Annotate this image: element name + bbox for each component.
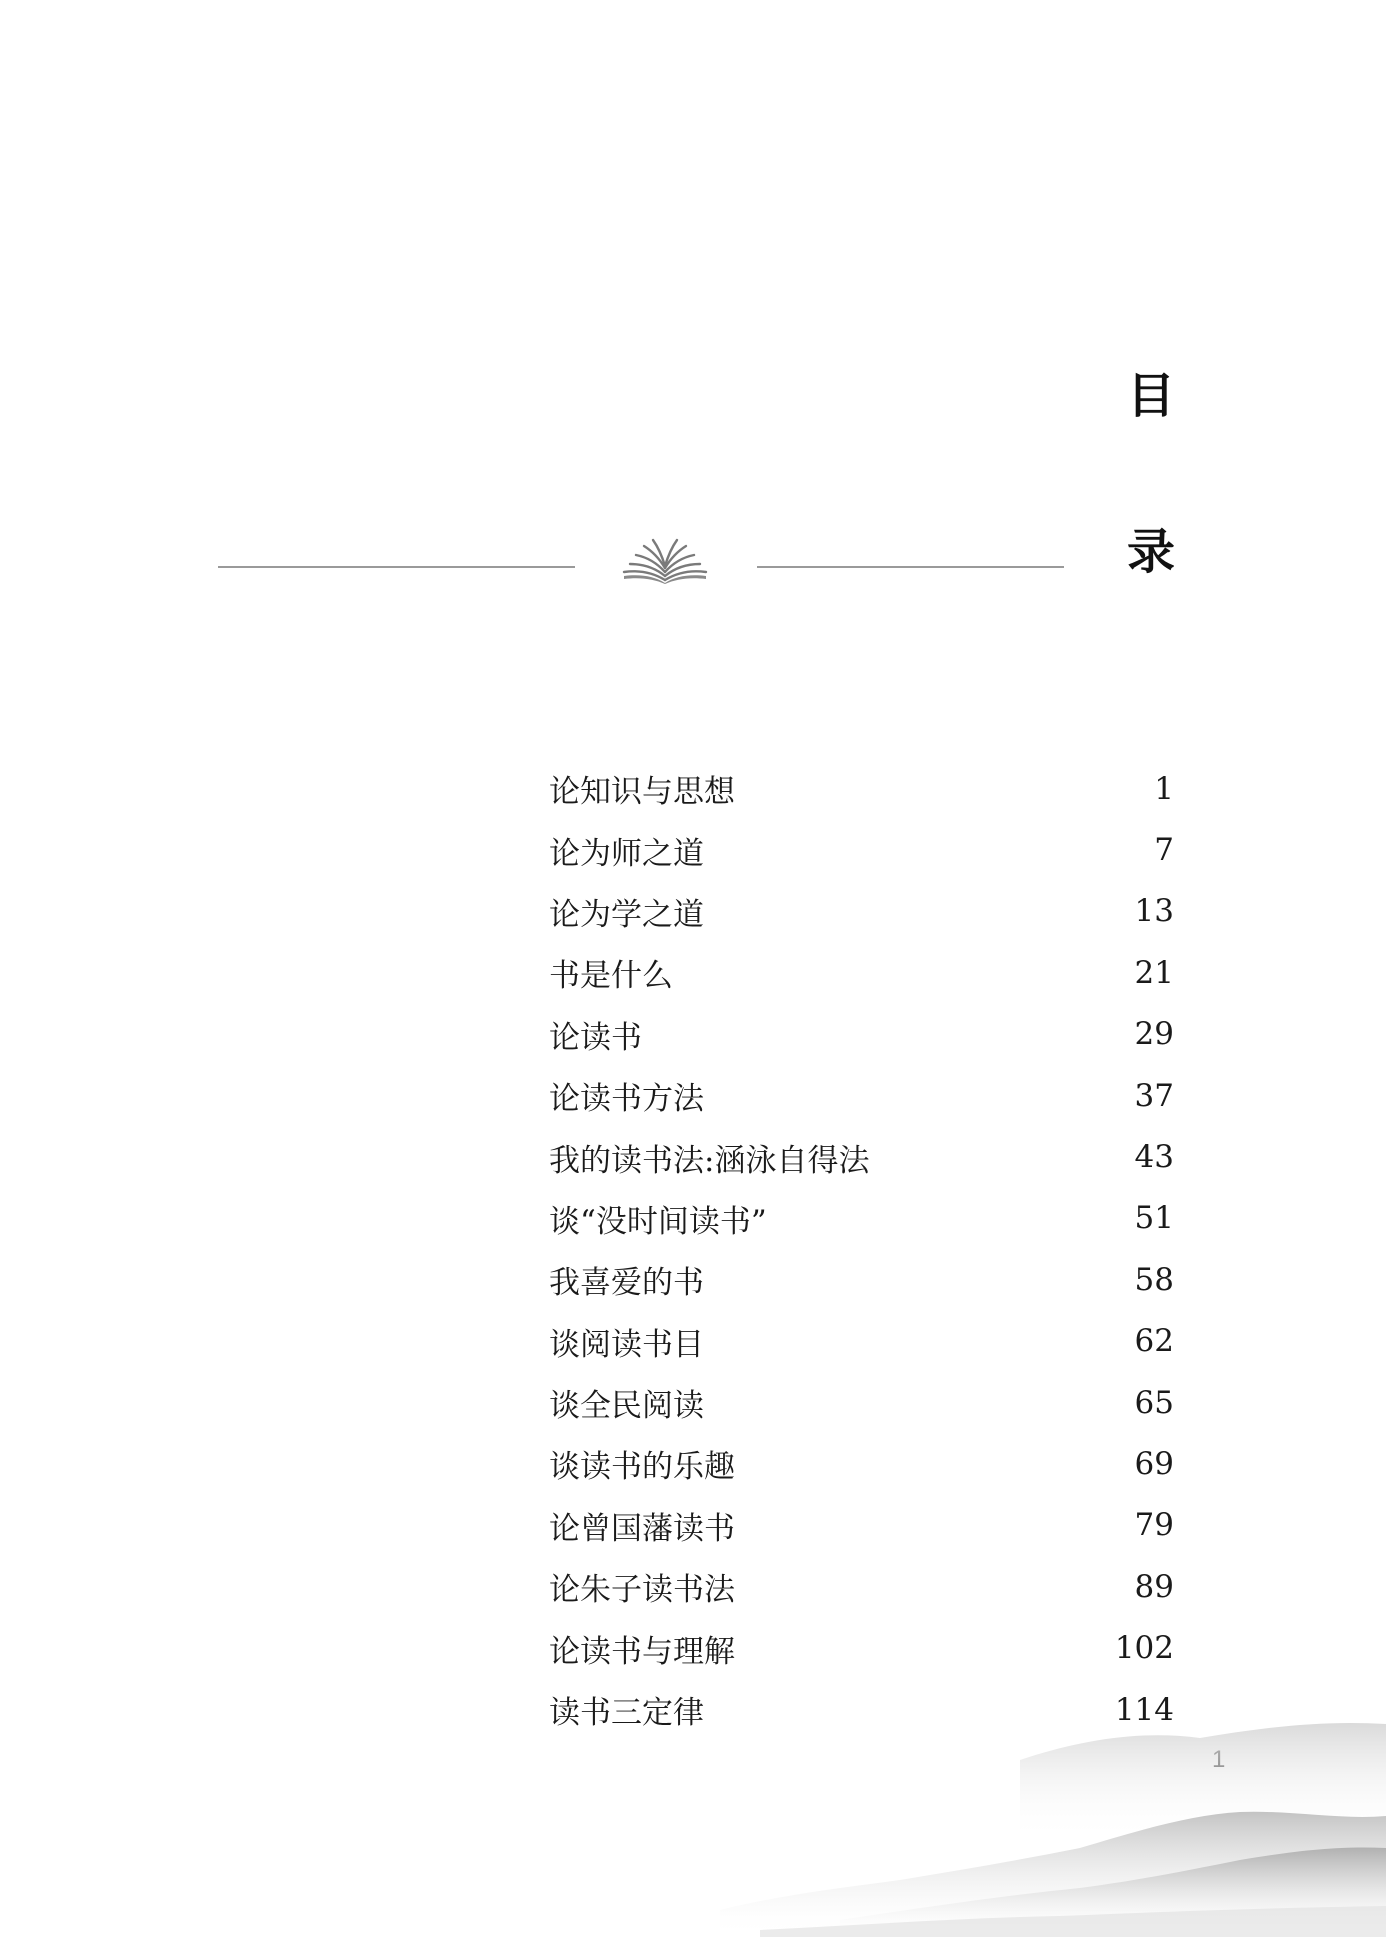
toc-entry	[549, 1004, 1174, 1065]
toc-entry	[549, 1556, 1174, 1617]
open-book-icon	[622, 536, 708, 584]
toc-entry	[549, 1433, 1174, 1494]
toc-entry-page: 1	[1154, 770, 1174, 807]
toc-entry-title: 我喜爱的书	[549, 1265, 704, 1302]
toc-entry-title: 论为学之道	[549, 896, 704, 933]
toc-entry-title: 论为师之道	[549, 835, 704, 872]
toc-entry-title: 论曾国藩读书	[549, 1510, 735, 1547]
toc-entry-title: 谈读书的乐趣	[549, 1449, 735, 1486]
mountain-landscape-decoration	[720, 1720, 1386, 1937]
toc-entry-page: 58	[1134, 1261, 1174, 1298]
table-of-contents	[549, 758, 1174, 1740]
toc-entry-title: 谈“没时间读书”	[549, 1203, 767, 1240]
toc-entry	[549, 1188, 1174, 1249]
toc-entry-title: 论读书与理解	[549, 1633, 735, 1670]
toc-entry	[549, 1065, 1174, 1126]
toc-entry-title: 读书三定律	[549, 1695, 704, 1732]
toc-entry	[549, 758, 1174, 819]
toc-entry-title: 论读书	[549, 1019, 642, 1056]
toc-entry-page: 69	[1134, 1445, 1174, 1482]
toc-entry	[549, 1372, 1174, 1433]
toc-entry-page: 114	[1114, 1691, 1174, 1728]
toc-entry-page: 79	[1134, 1507, 1174, 1544]
heading-char-1: 目	[1127, 368, 1176, 424]
toc-entry-title: 谈阅读书目	[549, 1326, 704, 1363]
toc-entry-title: 论朱子读书法	[549, 1572, 735, 1609]
toc-entry-page: 102	[1114, 1630, 1174, 1667]
toc-entry-title: 书是什么	[549, 958, 673, 995]
toc-entry-page: 89	[1134, 1568, 1174, 1605]
heading-char-2: 录	[1127, 524, 1176, 580]
toc-entry-title: 谈全民阅读	[549, 1388, 704, 1425]
toc-entry-page: 7	[1154, 832, 1174, 869]
toc-entry-page: 13	[1134, 893, 1174, 930]
toc-entry	[549, 1311, 1174, 1372]
toc-entry-page: 65	[1134, 1384, 1174, 1421]
toc-entry-page: 29	[1134, 1016, 1174, 1053]
divider-right	[757, 566, 1064, 568]
toc-entry	[549, 819, 1174, 880]
toc-entry	[549, 1249, 1174, 1310]
toc-entry	[549, 1617, 1174, 1678]
toc-entry-title: 论读书方法	[549, 1081, 704, 1118]
divider-left	[218, 566, 575, 568]
toc-entry-page: 62	[1134, 1323, 1174, 1360]
toc-entry-page: 37	[1134, 1077, 1174, 1114]
toc-entry-title: 我的读书法:涵泳自得法	[549, 1142, 870, 1179]
toc-entry	[549, 1495, 1174, 1556]
toc-entry-page: 43	[1134, 1139, 1174, 1176]
toc-entry	[549, 881, 1174, 942]
toc-entry-title: 论知识与思想	[549, 774, 735, 811]
toc-entry-page: 51	[1134, 1200, 1174, 1237]
toc-entry-page: 21	[1134, 954, 1174, 991]
toc-entry	[549, 1126, 1174, 1187]
toc-entry	[549, 942, 1174, 1003]
